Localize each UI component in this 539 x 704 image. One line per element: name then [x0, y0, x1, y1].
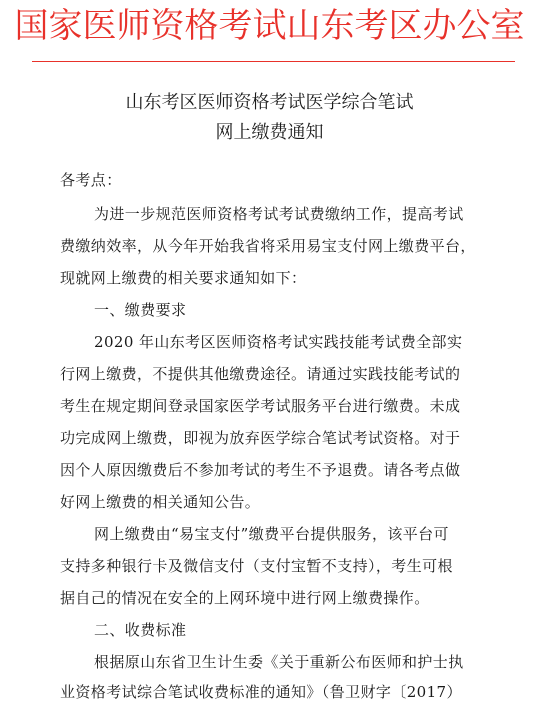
- section-1-para-1-line: 2020 年山东考区医师资格考试实践技能考试费全部实: [94, 333, 463, 351]
- section-1-para-2-line: 网上缴费由“易宝支付”缴费平台提供服务，该平台可: [94, 525, 449, 543]
- salutation: 各考点：: [60, 171, 122, 189]
- section-1-para-2-line: 据自己的情况在安全的上网环境中进行网上缴费操作。: [60, 589, 430, 607]
- section-2-para-1-line: 根据原山东省卫生计生委《关于重新公布医师和护士执: [94, 653, 464, 671]
- section-1-para-1-line: 好网上缴费的相关通知公告。: [60, 493, 261, 511]
- section-1-para-1-line: 行网上缴费，不提供其他缴费途径。请通过实践技能考试的: [60, 365, 461, 383]
- section-1-para-1-line: 因个人原因缴费后不参加考试的考生不予退费。请各考点做: [60, 461, 461, 479]
- intro-line: 现就网上缴费的相关要求通知如下：: [60, 269, 307, 287]
- section-1-para-1-line: 考生在规定期间登录国家医学考试服务平台进行缴费。未成: [60, 397, 461, 415]
- section-1-para-1-line: 功完成网上缴费，即视为放弃医学综合笔试考试资格。对于: [60, 429, 461, 447]
- document-title-line-1: 山东考区医师资格考试医学综合笔试: [125, 92, 414, 113]
- section-1-heading: 一、缴费要求: [94, 301, 187, 319]
- section-2-heading: 二、收费标准: [94, 621, 187, 639]
- letterhead-rule: [32, 61, 515, 62]
- intro-line: 费缴纳效率，从今年开始我省将采用易宝支付网上缴费平台，: [60, 237, 476, 255]
- intro-line: 为进一步规范医师资格考试考试费缴纳工作，提高考试: [94, 205, 464, 223]
- letterhead-title: 国家医师资格考试山东考区办公室: [14, 6, 525, 46]
- document-title-line-2: 网上缴费通知: [215, 122, 324, 143]
- section-2-para-1-line: 业资格考试综合笔试收费标准的通知》（鲁卫财字〔2017）: [60, 683, 462, 701]
- section-1-para-2-line: 支持多种银行卡及微信支付（支付宝暂不支持），考生可根: [60, 557, 453, 575]
